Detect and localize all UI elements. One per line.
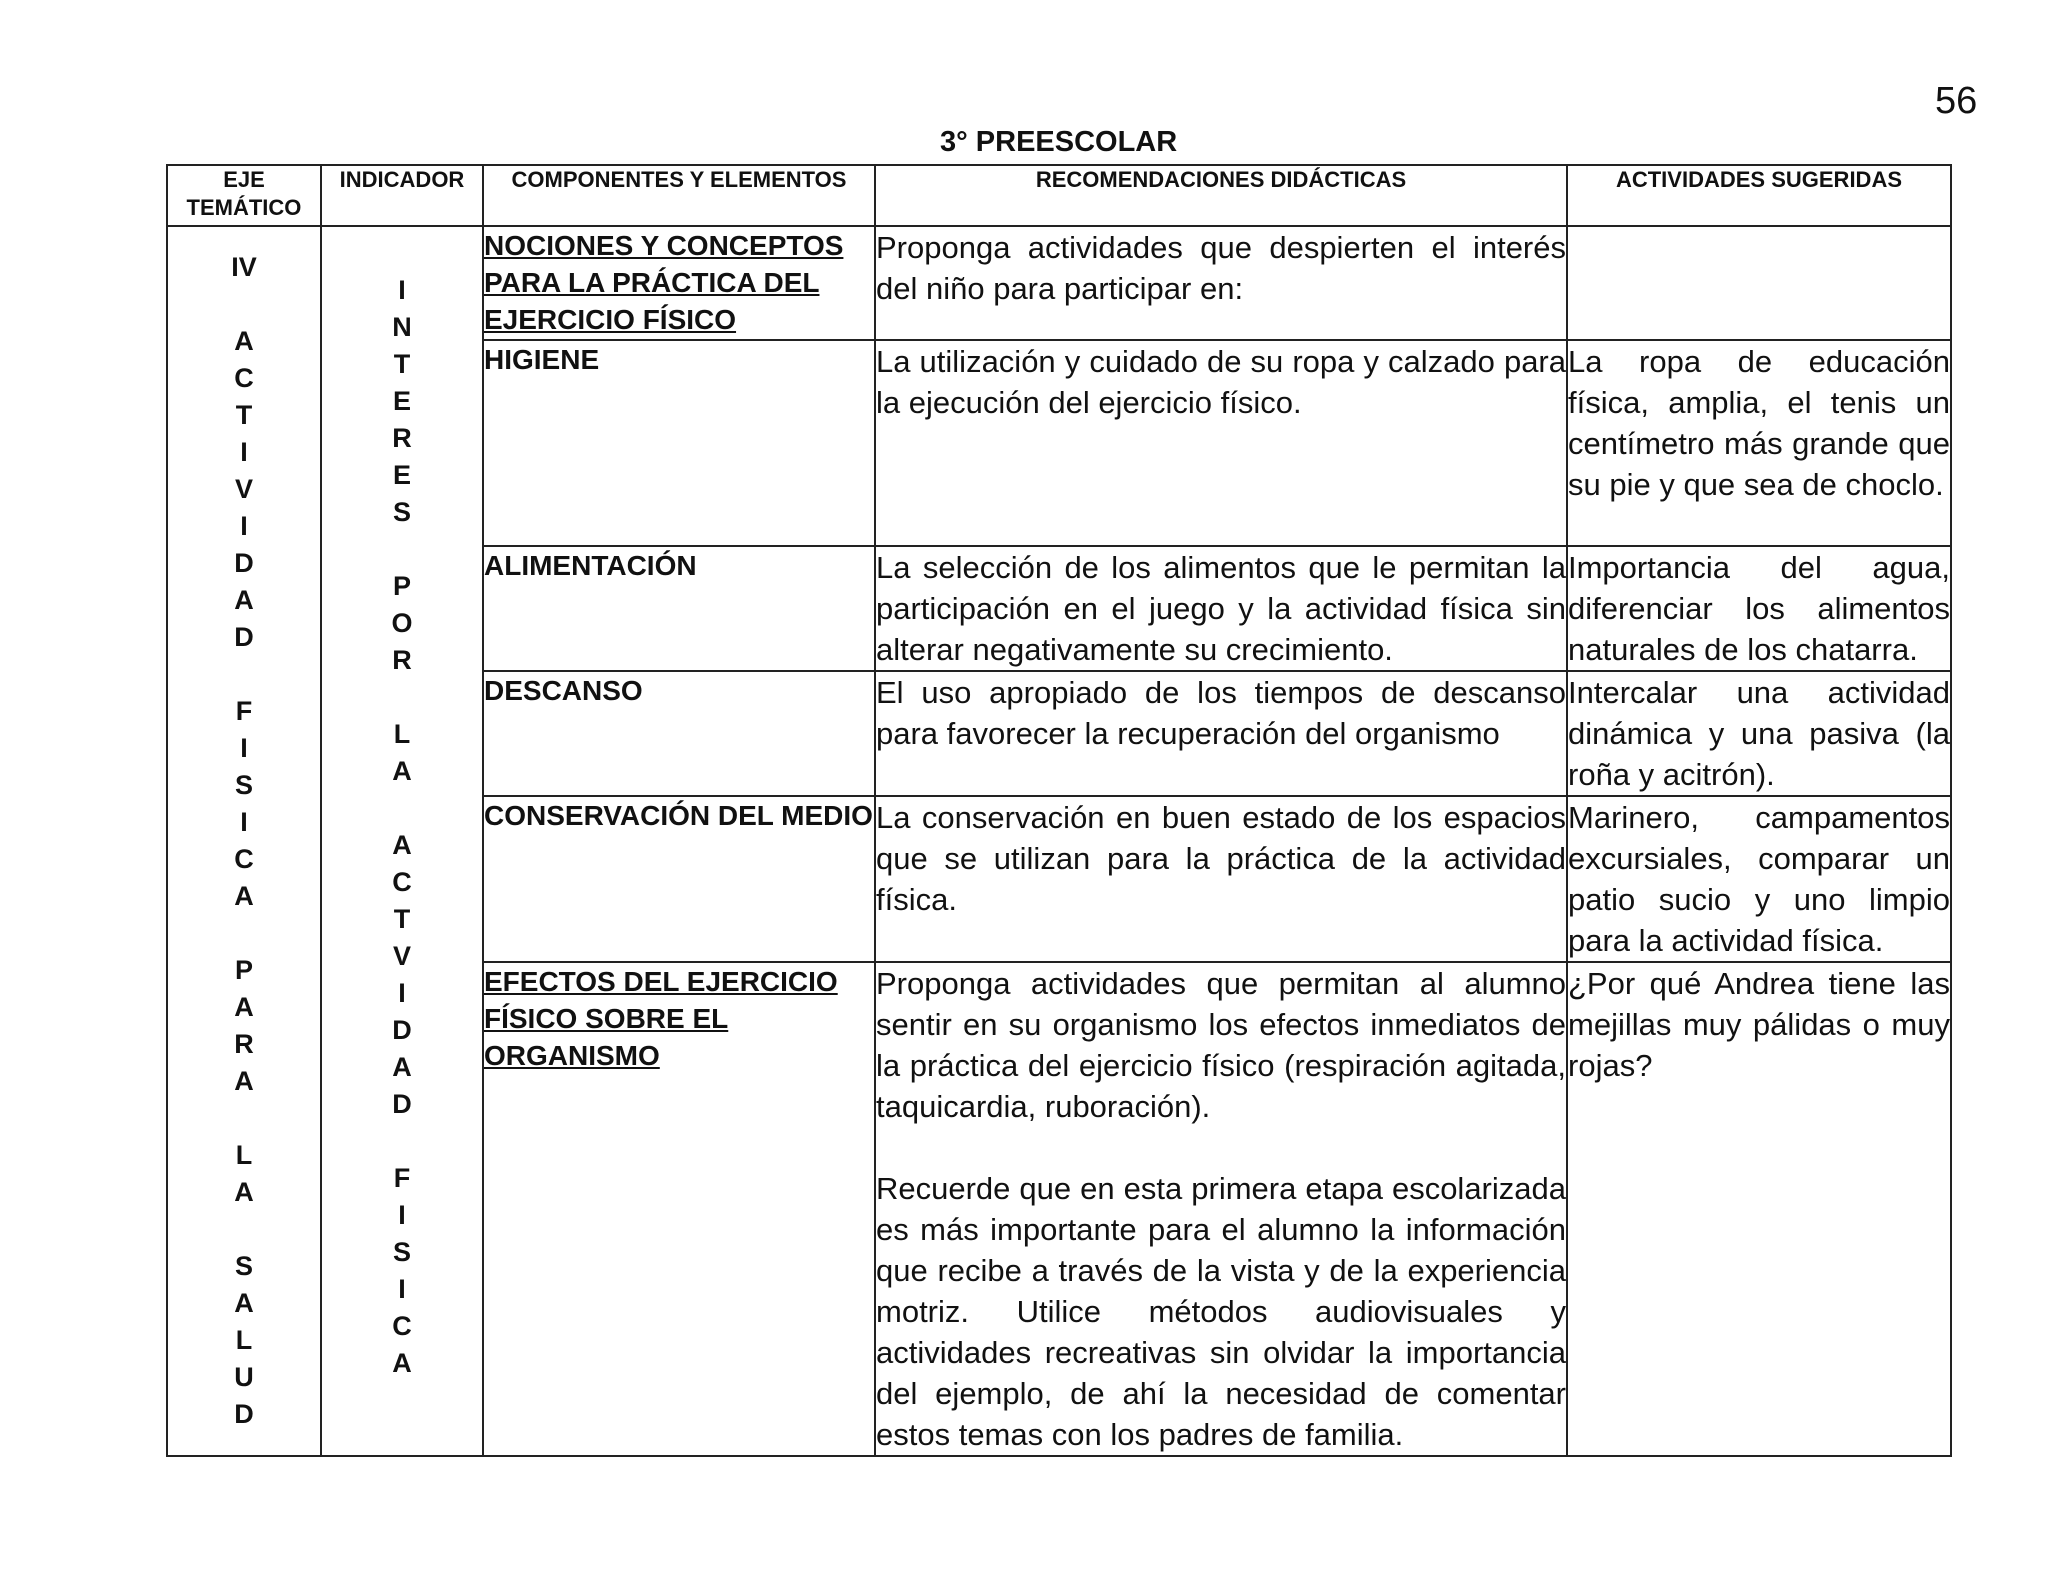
page-number: 56 — [1935, 80, 1978, 122]
componente-cell: HIGIENE — [483, 340, 875, 546]
table-row — [167, 226, 1951, 340]
actividad-cell: Importancia del agua, diferenciar los alimentos naturales de los chatarra. — [1567, 546, 1951, 671]
componente-cell: NOCIONES Y CONCEPTOS PARA LA PRÁCTICA DEL EJERCICIO FÍSICO — [483, 226, 875, 340]
actividad-cell — [1567, 226, 1951, 340]
recomendacion-cell — [875, 962, 1567, 1456]
header-indicador: INDICADOR — [321, 165, 483, 226]
actividad-cell: Intercalar una actividad dinámica y una pasiva (la roña y acitrón). — [1567, 671, 1951, 796]
header-eje-tematico: EJE TEMÁTICO — [167, 165, 321, 226]
page-title: 3° PREESCOLAR — [940, 126, 1178, 158]
recomendacion-cell: La selección de los alimentos que le permitan la participación en el juego y la actividad física sin alterar negativamente su crecimiento. — [875, 546, 1567, 671]
componente-cell: ALIMENTACIÓN — [483, 546, 875, 671]
recomendacion-cell: Proponga actividades que despierten el interés del niño para participar en: — [875, 226, 1567, 340]
header-row — [167, 165, 1951, 226]
eje-tematico-cell: IV A C T I V I D A D F I S I C A P A R A L A S A L U D — [167, 226, 321, 1456]
componente-cell: DESCANSO — [483, 671, 875, 796]
actividad-cell: ¿Por qué Andrea tiene las mejillas muy pálidas o muy rojas? — [1567, 962, 1951, 1456]
header-recomendaciones: RECOMENDACIONES DIDÁCTICAS — [875, 165, 1567, 226]
componente-cell: EFECTOS DEL EJERCICIO FÍSICO SOBRE EL ORGANISMO — [483, 962, 875, 1456]
actividad-cell: La ropa de educación física, amplia, el tenis un centímetro más grande que su pie y que sea de choclo. — [1567, 340, 1951, 546]
recomendacion-paragraph: Proponga actividades que permitan al alumno sentir en su organismo los efectos inmediatos de la práctica del ejercicio físico (respiración agitada, taquicardia, ruboración). — [876, 966, 1566, 1124]
indicador-cell: I N T E R E S P O R L A A C T V I D A D F I S I C A — [321, 226, 483, 1456]
header-actividades: ACTIVIDADES SUGERIDAS — [1567, 165, 1951, 226]
componente-cell: CONSERVACIÓN DEL MEDIO — [483, 796, 875, 962]
recomendacion-cell: La utilización y cuidado de su ropa y calzado para la ejecución del ejercicio físico. — [875, 340, 1567, 546]
header-componentes: COMPONENTES Y ELEMENTOS — [483, 165, 875, 226]
recomendacion-cell: El uso apropiado de los tiempos de descanso para favorecer la recuperación del organismo — [875, 671, 1567, 796]
recomendacion-cell: La conservación en buen estado de los espacios que se utilizan para la práctica de la actividad física. — [875, 796, 1567, 962]
actividad-cell: Marinero, campamentos excursiales, comparar un patio sucio y uno limpio para la actividad física. — [1567, 796, 1951, 962]
recomendacion-paragraph: Recuerde que en esta primera etapa escolarizada es más importante para el alumno la información que recibe a través de la vista y de la experiencia motriz. Utilice métodos audiovisuales y actividades recreativas sin olvidar la importancia del ejemplo, de ahí la necesidad de comentar estos temas con los padres de familia. — [876, 1171, 1566, 1452]
curriculum-table — [166, 164, 1952, 1457]
